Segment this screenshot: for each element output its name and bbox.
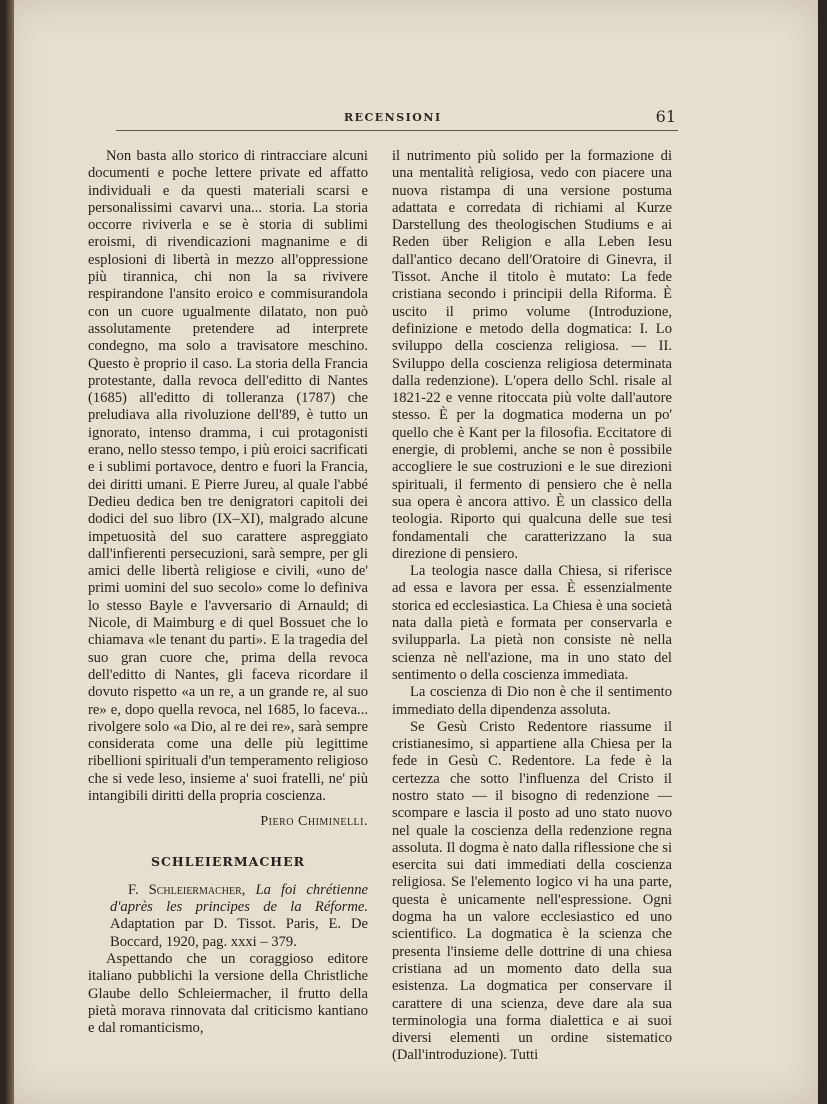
page-header — [116, 108, 678, 131]
bib-author: F. Schleiermacher, — [128, 881, 246, 898]
binding-edge — [6, 0, 14, 1104]
page-number: 61 — [655, 107, 676, 126]
section-heading: SCHLEIERMACHER — [150, 853, 306, 869]
review-signature: Piero Chiminelli. — [260, 814, 368, 830]
book-page — [6, 0, 818, 1104]
bibliographic-entry — [88, 882, 368, 951]
review-paragraph: La teologia nasce dalla Chiesa, si riferisce ad essa e lavora per essa. È essenzialmente storica ed ecclesiastica. La Chiesa è una società nata dalla pietà e formata per conservarla e svilupparla. La pietà non consiste nè nella scienza nè nell'azione, ma in uno stato del sentimento o della coscienza immediata. — [392, 563, 672, 683]
review-paragraph: Non basta allo storico di rintracciare alcuni documenti e poche lettere private ed affatto individuali e da questi materiali scarsi e personalissimi cavarvi una... storia. La storia occorre riviverla e se è storia di sublimi eroismi, di rivendicazioni magnanime e di esplosioni di libertà in mezzo all'oppressione più tirannica, chi non la sa rivivere respirandone l'ansito eroico e commisurandola con un cuore ugualmente dilatato, non può assolutamente pretendere ad interprete condegno, ma solo a travisatore meschino. Questo è proprio il caso. La storia della Francia protestante, dalla revoca dell'editto di Nantes (1685) all'editto di tolleranza (1787) che preludiava alla rivoluzione dell'89, è tutto un ignorato, intenso dramma, i cui protagonisti erano, nello stesso tempo, i più eroici sacrificati e i sublimi portavoce, dentro e fuori la Francia, dei diritti umani. E Pierre Jureu, al quale l'abbé Dedieu dedica ben tre denigratori capitoli dei dodici del suo libro (IX–XI), malgrado alcune impetuosità del suo carattere aspreggiato dall'infierenti persecuzioni, sarà sempre, per gli amici delle libertà religiose e civili, «uno de' primi uomini del suo secolo» come lo definiva lo stesso Bayle e l'avversario di Arnauld; di Nicole, di Maimburg e di quel Bossuet che lo chiamava «le tenant du parti». E la tragedia del suo gran cuore che, prima della revoca dell'editto di Nantes, gli faceva ricordare il dovuto rispetto «a un re, a un grande re, al suo re» e, dopo quella revoca, nel 1685, lo faceva... rivolgere solo «a Dio, al re dei re», sarà sempre considerata come una delle più legittime ribellioni spirituali d'un temperamento religioso che si vede leso, insieme a' suoi fratelli, ne' più intangibili diritti della propria coscienza. — [88, 148, 368, 804]
review-paragraph: Se Gesù Cristo Redentore riassume il cristianesimo, si appartiene alla Chiesa per la fede in Gesù C. Redentore. La fede è la certezza che sotto l'influenza del Cristo il nostro stato — il bisogno di redenzione — scompare e lascia il posto ad uno stato nuovo nel quale la coscienza della redenzione regna assoluta. Il dogma è nato dalla riflessione che si esercita sui dati immediati della coscienza religiosa. Se l'elemento logico vi ha una parte, questa è unicamente nell'espressione. Ogni dogma ha un valore ecclesiastico ed uno scientifico. La dogmatica è la scienza che presenta l'insieme delle dottrine di una chiesa cristiana ad un momento dato della sua esistenza. La dogmatica per conservare il carattere di una scienza, deve dare ala sua terminologia una forma dialettica e ai suoi diversi elementi un ordine sistematico (Dall'introduzione). Tutti — [392, 718, 672, 1064]
bib-title: La foi chrétienne d'après les principes de la Réforme. — [110, 881, 368, 916]
review-paragraph: La coscienza di Dio non è che il sentimento immediato della dipendenza assoluta. — [392, 684, 672, 718]
bib-details: Adaptation par D. Tissot. Paris, E. De Boccard, 1920, pag. xxxi – 379. — [110, 916, 368, 950]
running-head: RECENSIONI — [344, 111, 442, 124]
left-column — [88, 148, 368, 1038]
review-paragraph: il nutrimento più solido per la formazione di una mentalità religiosa, vedo con piacere una nuova ristampa di una versione postuma adattata e corredata di richiami al Kurze Darstellung des theologischen Studiums e ai Reden über Religion e alla Leben Iesu dall'antico decano dell'Oratoire di Ginevra, il Tissot. Anche il titolo è mutato: La fede cristiana secondo i principii della Riforma. È uscito il primo volume (Introduzione, definizione e metodo della dogmatica: I. Lo sviluppo della coscienza religiosa. — II. Sviluppo della coscienza religiosa determinata dalla redenzione). L'opera dello Schl. risale al 1821-22 e venne ritoccata più volte dall'autore stesso. È per la dogmatica moderna un po' quello che è Kant per la filosofia. Eccitatore di energie, di problemi, anche se non è possibile accogliere le sue costruzioni e le sue direzioni spirituali, il fermento di pensiero che è nella sua opera è ancora attivo. È un classico della teologia. Riporto qui qualcuna delle sue tesi fondamentali che caratterizzano la sua direzione di pensiero. — [392, 148, 672, 562]
review-paragraph: Aspettando che un coraggioso editore italiano pubblichi la versione della Christliche Glaube dello Schleiermacher, il frutto della pietà morava rinnovata dal criticismo kantiano e dal romanticismo, — [88, 951, 368, 1037]
right-column — [392, 148, 672, 1065]
